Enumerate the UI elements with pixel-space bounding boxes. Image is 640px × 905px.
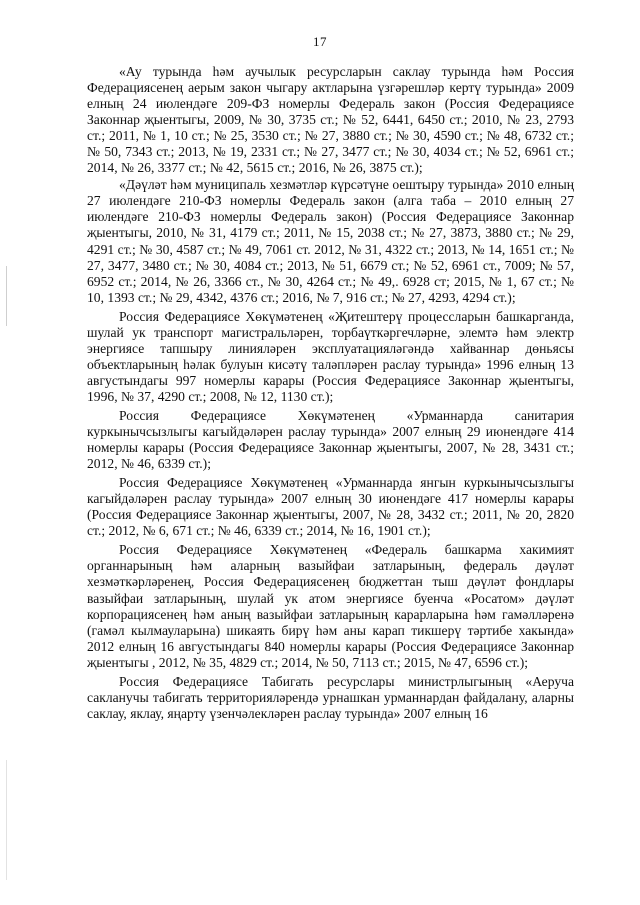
paragraph-decree-417: Россия Федерациясе Хөкүмәтенең «Урманнарда янгын куркынычсызлыгы кагыйдәләрен раслау турында» 2007 елның 30 июнендәге 417 номерлы карары (Россия Федерациясе Законнар җыентыгы, 2007, № 28, 3432 ст.; 2011, № 20, 2820 ст.; 2012, № 6, 671 ст.; № 46, 6339 ст.; 2014, № 16, 1901 ст.);	[87, 475, 574, 539]
scan-margin-mark	[6, 760, 7, 880]
paragraph-decree-414: Россия Федерациясе Хөкүмәтенең «Урманнарда санитария куркынычсызлыгы кагыйдәләрен раслау турында» 2007 елның 29 июнендәге 414 номерлы карары (Россия Федерациясе Законнар җыентыгы, 2007, № 28, 3431 ст.; 2012, № 46, 6339 ст.);	[87, 407, 574, 472]
paragraph-state-services-law: «Дәүләт һәм муниципаль хезмәтләр күрсәтүне оештыру турында» 2010 елның 27 июлендәге 210-ФЗ номерлы Федераль закон (алга таба – 2010 елның 27 июлендәге 210-ФЗ номерлы Федераль закон) (Россия Федерациясе Законнар җыентыгы, 2010, № 31, 4179 ст.; 2011, № 15, 2038 ст.; № 27, 3873, 3880 ст.; № 29, 4291 ст.; № 30, 4587 ст.; № 49, 7061 ст. 2012, № 31, 4322 ст.; 2013, № 14, 1651 ст.; № 27, 3477, 3480 ст.; № 30, 4084 ст.; 2013, № 51, 6679 ст.; № 52, 6961 ст., 7009; № 57, 6952 ст.; 2014, № 26, 3366 ст., № 30, 4264 ст.; № 49,. 6928 ст; 2015, № 1, 67 ст.; № 10, 1393 ст.; № 29, 4342, 4376 ст.; 2016, № 7, 916 ст.; № 27, 4293, 4294 ст.);	[87, 177, 574, 305]
document-body	[87, 64, 574, 725]
paragraph-decree-840: Россия Федерациясе Хөкүмәтенең «Федераль башкарма хакимият органнарының һәм аларның вазыйфаи затларының, федераль дәүләт хезмәткәрләренең, Россия Федерациясенең бюджеттан тыш дәүләт фондлары вазыйфаи затларының, шулай ук атом энергиясе буенча «Росатом» дәүләт корпорациясенең һәм аның вазыйфаи затларының карарларына һәм гамәлләренә (гамәл кылмауларына) шикаять бирү һәм аны карап тикшерү тәртибе хакында» 2012 елның 16 августындагы 840 номерлы карары (Россия Федерациясе Законнар җыентыгы , 2012, № 35, 4829 ст.; 2014, № 50, 7113 ст.; 2015, № 47, 6596 ст.);	[87, 542, 574, 670]
page-number: 17	[313, 34, 327, 49]
paragraph-hunting-law: «Ау турында һәм аучылык ресурсларын саклау турында һәм Россия Федерациясенең аерым закон чыгару актларына үзгәрешләр кертү турында» 2009 елның 24 июлендәге 209-ФЗ номерлы Федераль закон (Россия Федерациясе Законнар җыентыгы, 2009, № 30, 3735 ст.; № 52, 6441, 6450 ст.; 2010, № 23, 2793 ст.; 2011, № 1, 10 ст.; № 25, 3530 ст.; № 27, 3880 ст.; № 30, 4590 ст.; № 48, 6732 ст.; № 50, 7343 ст.; 2013, № 19, 2331 ст.; № 27, 3477 ст.; № 30, 4034 ст.; № 52, 6961 ст.; 2014, № 26, 3377 ст.; № 42, 5615 ст.; 2016, № 26, 3875 ст.);	[87, 64, 574, 176]
scan-margin-mark	[6, 266, 7, 326]
paragraph-ministry-order: Россия Федерациясе Табигать ресурслары министрлыгының «Аеруча сакланучы табигать территорияләрендә урнашкан урманнардан файдалану, аларны саклау, яклау, яңарту үзенчәлекләрен раслау турында» 2007 елның 16	[87, 673, 574, 721]
paragraph-decree-997: Россия Федерациясе Хөкүмәтенең «Җитештерү процессларын башкарганда, шулай ук транспорт магистральләрен, торбаүткәргечләрне, элемтә һәм электр энергиясе тапшыру линияләрен эксплуатацияләгәндә хайваннар дөньясы объектларының һәлак булуын кисәтү таләпләрен раслау турында» 1996 елның 13 августындагы 997 номерлы карары (Россия Федерациясе Законнар җыентыгы, 1996, № 37, 4290 ст.; 2008, № 12, 1130 ст.);	[87, 308, 574, 404]
